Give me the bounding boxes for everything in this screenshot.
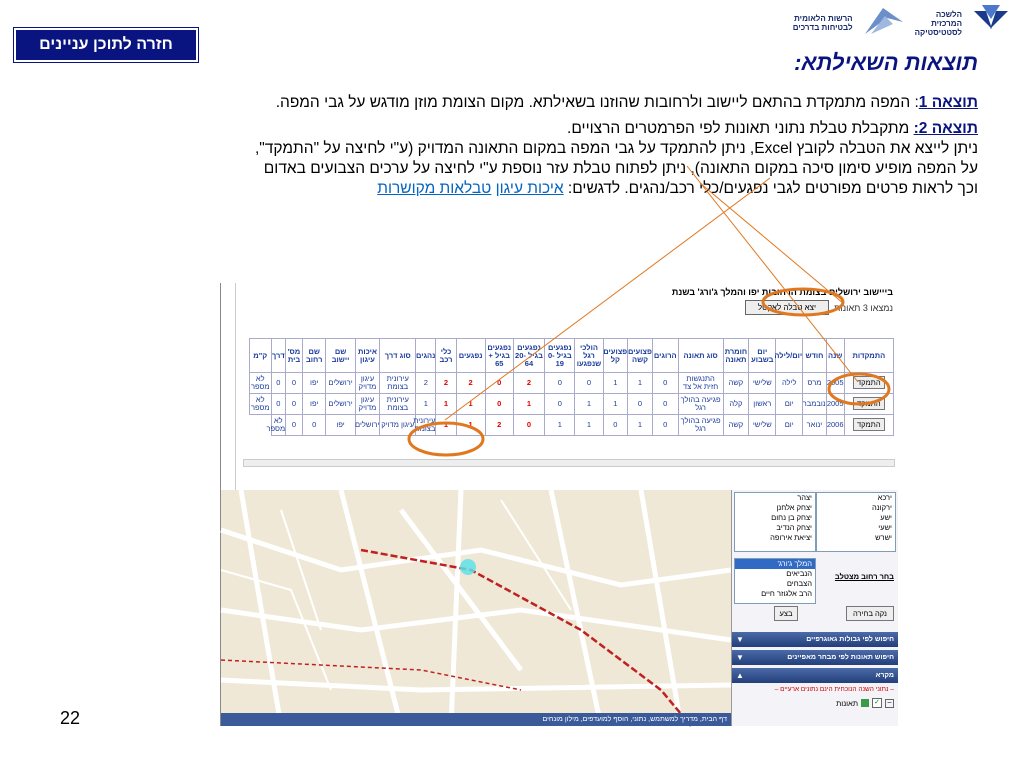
table-cell: ראשון	[749, 394, 776, 415]
legend-bar[interactable]	[732, 668, 898, 683]
column-header: איכות עיגון	[355, 339, 380, 373]
column-header: חומרת תאונה	[723, 339, 749, 373]
cbs-logo-icon	[972, 3, 1010, 44]
table-cell: 1	[603, 373, 628, 394]
list-item[interactable]: המלך ג'ורג'	[735, 559, 815, 569]
table-cell: קשה	[723, 415, 749, 436]
road-safety-logo-icon	[863, 4, 905, 43]
table-row	[250, 394, 894, 415]
table-cell[interactable]: 1	[436, 394, 456, 415]
table-cell: 0	[271, 394, 286, 415]
table-cell: 1	[416, 394, 436, 415]
column-header: הרוגים	[652, 339, 678, 373]
legend-note: – נתוני השנה הנוכחית הינם נתונים ארעיים –	[774, 686, 894, 693]
table-cell: התנגשות חזית אל צד	[678, 373, 723, 394]
column-header: הולכי רגל שנפגעו	[575, 339, 603, 373]
table-cell: ירושלים	[326, 373, 355, 394]
legend-item-label: תאונות	[836, 698, 858, 708]
column-header: נפגעים בגיל + 65	[485, 339, 513, 373]
column-header: נהגים	[416, 339, 436, 373]
road-safety-logo-text: הרשות הלאומית לבטיחות בדרכים	[792, 14, 853, 32]
column-header: דרך	[271, 339, 286, 373]
map-view[interactable]	[221, 490, 731, 726]
table-cell: 0	[603, 415, 628, 436]
page-title: תוצאות השאילתא:	[794, 50, 978, 75]
table-cell: פגיעה בהולך רגל	[678, 394, 723, 415]
checkbox-icon[interactable]: ✓	[872, 698, 882, 708]
table-cell: 0	[628, 394, 653, 415]
table-cell: 0	[545, 394, 575, 415]
linked-tables-link[interactable]: טבלאות מקושרות	[377, 180, 492, 197]
column-header: מס' בית	[286, 339, 303, 373]
geo-search-bar[interactable]	[732, 632, 898, 647]
table-cell: 2006	[826, 415, 844, 436]
go-button[interactable]: בצע	[774, 606, 798, 621]
column-header: נפגעים בגיל 0-19	[545, 339, 575, 373]
table-cell: 1	[575, 394, 603, 415]
column-header: סוג דרך	[380, 339, 416, 373]
table-cell: 0	[652, 415, 678, 436]
table-cell: 0	[575, 373, 603, 394]
list-item[interactable]: יציאת אירופה	[770, 533, 812, 542]
table-cell: לא מספר	[250, 394, 272, 415]
table-cell: 0	[302, 415, 326, 436]
table-cell: 0	[271, 373, 286, 394]
list-item[interactable]: הנביאים	[786, 569, 812, 578]
map-footer-links[interactable]: דף הבית, מדריך למשתמש, נתוני, הוסף למועדפים, מילון מונחים	[221, 713, 731, 726]
table-cell: קשה	[723, 373, 749, 394]
table-cell[interactable]: 2	[485, 415, 513, 436]
table-row	[250, 373, 894, 394]
focus-button[interactable]: התמקד	[853, 418, 885, 431]
list-item[interactable]: יצחק אלחנן	[776, 503, 812, 512]
column-header: שנה	[826, 339, 844, 373]
table-cell: מרס	[803, 373, 827, 394]
table-cell: יפו	[302, 373, 326, 394]
column-header: פצועים קל	[603, 339, 628, 373]
table-cell: יפו	[302, 394, 326, 415]
table-cell[interactable]: 1	[456, 415, 485, 436]
attribute-search-bar[interactable]	[732, 650, 898, 665]
collapse-icon[interactable]: –	[885, 699, 894, 708]
result2-line4-text: וכך לראות פרטים מפורטים לגבי נפגעים/כלי רכב/נהגים. לדגשים:	[563, 180, 978, 197]
table-cell[interactable]: 2	[456, 373, 485, 394]
focus-cell	[844, 415, 893, 436]
result1-label: תוצאה 1	[918, 94, 978, 111]
result2-label: תוצאה 2:	[913, 120, 978, 137]
accident-marker-icon	[861, 699, 869, 707]
column-header: יום בשבוע	[749, 339, 776, 373]
street-map	[221, 490, 731, 726]
table-cell: לא מספר	[271, 415, 286, 436]
focus-button[interactable]: התמקד	[853, 376, 885, 389]
table-cell[interactable]: 1	[456, 394, 485, 415]
list-item[interactable]: ישע	[880, 513, 892, 522]
table-cell: לא מספר	[250, 373, 272, 394]
cbs-logo-text: הלשכה המרכזית לסטטיסטיקה	[914, 9, 962, 37]
focus-cell	[844, 373, 893, 394]
column-header: שם יישוב	[326, 339, 355, 373]
table-cell[interactable]: 0	[485, 394, 513, 415]
list-item[interactable]: יצהר	[797, 493, 812, 502]
table-cell: נובמבר	[803, 394, 827, 415]
column-header: שם רחוב	[302, 339, 326, 373]
result2-line3: על המפה מופיע סימון סיכה במקום התאונה), ניתן לפתוח טבלת עזר נוספת ע"י לחיצה על ערכים הצבועים באדום	[263, 160, 978, 177]
table-cell: 0	[652, 373, 678, 394]
table-horizontal-scrollbar[interactable]	[243, 459, 895, 467]
results-title: בייישוב ירושלים בצומת הרחובות יפו והמלך ג'ורג' בשנת	[671, 287, 893, 297]
settlement-list[interactable]	[816, 492, 896, 552]
results-pane	[221, 283, 897, 490]
table-cell[interactable]: 0	[513, 415, 544, 436]
list-item[interactable]: הרב אלגוזר חיים	[761, 589, 812, 598]
geo-search-label: חיפוש לפי גבולות גאוגרפיים	[806, 636, 894, 643]
table-row	[250, 415, 894, 436]
table-cell[interactable]: 2	[436, 373, 456, 394]
table-cell: 2005	[826, 373, 844, 394]
column-header: חודש	[803, 339, 827, 373]
anchoring-quality-link[interactable]: איכות עיגון	[495, 180, 564, 197]
column-header: נפגעים בגיל 20-64	[513, 339, 544, 373]
table-cell: עירונית בצומת	[416, 415, 436, 436]
chevron-up-icon: ▲	[736, 671, 744, 680]
result1-paragraph	[48, 93, 978, 113]
table-cell: שלישי	[749, 415, 776, 436]
table-cell: 2	[416, 373, 436, 394]
table-cell: 1	[628, 415, 653, 436]
column-header: סוג תאונה	[678, 339, 723, 373]
chevron-down-icon: ▼	[736, 653, 744, 662]
page-number: 22	[60, 708, 81, 728]
legend-item-row	[836, 698, 894, 708]
table-cell: 0	[286, 373, 303, 394]
table-cell: לילה	[776, 373, 803, 394]
cross-street-label: בחר רחוב מצטלב	[834, 572, 894, 581]
table-cell: 1	[628, 373, 653, 394]
result2-text: מתקבלת טבלת נתוני תאונות לפי הפרמטרים הרצויים.	[567, 120, 914, 137]
result2-line2: ניתן לייצא את הטבלה לקובץ Excel, ניתן להתמקד על גבי המפה במקום התאונה המדויק (ע"י לחיצה על "התמקד",	[255, 140, 978, 157]
column-header: ק"מ	[250, 339, 272, 373]
back-to-contents-button[interactable]: חזרה לתוכן עניינים	[14, 28, 198, 62]
table-cell: 1	[603, 394, 628, 415]
table-cell: עירונית בצומת	[380, 394, 416, 415]
cross-street-list[interactable]	[734, 558, 816, 604]
column-header: יום/לילה	[776, 339, 803, 373]
column-header: התמקדות	[844, 339, 893, 373]
app-screenshot	[220, 283, 897, 726]
chevron-down-icon: ▼	[736, 635, 744, 644]
table-cell: 0	[652, 394, 678, 415]
list-item[interactable]: יצחק הנדיב	[776, 523, 812, 532]
table-cell: ינואר	[803, 415, 827, 436]
table-cell[interactable]: 2	[513, 373, 544, 394]
clear-selection-button[interactable]: נקה בחירה	[846, 606, 894, 621]
search-panel	[731, 490, 898, 726]
list-item[interactable]: יצחק בן נחום	[771, 513, 812, 522]
focus-button[interactable]: התמקד	[853, 397, 885, 410]
column-header: כלי רכב	[436, 339, 456, 373]
focus-cell	[844, 394, 893, 415]
logos	[793, 2, 1010, 44]
table-cell[interactable]: 1	[513, 394, 544, 415]
list-item[interactable]: הצבחים	[786, 579, 812, 588]
accidents-table	[249, 338, 894, 436]
table-cell: 0	[545, 373, 575, 394]
table-cell: עיגון מדויק	[380, 415, 416, 436]
table-cell: יום	[776, 394, 803, 415]
table-cell[interactable]: 0	[485, 373, 513, 394]
table-cell: 1	[545, 415, 575, 436]
export-excel-button[interactable]: יצא טבלה לאקסל	[745, 300, 829, 315]
table-cell[interactable]: 1	[436, 415, 456, 436]
list-item[interactable]: ישרש	[875, 533, 892, 542]
table-cell: 0	[286, 415, 303, 436]
table-cell: 1	[575, 415, 603, 436]
result1-text: : המפה מתמקדת בהתאם ליישוב ולרחובות שהוזנו בשאילתא. מקום הצומת מוזן מודגש על גבי המפה.	[275, 94, 919, 111]
table-cell: עיגון מדויק	[355, 373, 380, 394]
table-cell: 2005	[826, 394, 844, 415]
street-list[interactable]	[734, 492, 816, 552]
attribute-search-label: חיפוש תאונות לפי מבחר מאפיינים	[787, 654, 894, 661]
table-cell: שלישי	[749, 373, 776, 394]
column-header: פצועים קשה	[628, 339, 653, 373]
list-item[interactable]: ירכא	[877, 493, 892, 502]
column-header: נפגעים	[456, 339, 485, 373]
list-item[interactable]: ישעי	[878, 523, 892, 532]
table-cell: יום	[776, 415, 803, 436]
result2-line1	[48, 119, 978, 139]
table-cell: ירושלים	[326, 394, 355, 415]
table-cell: קלה	[723, 394, 749, 415]
result2-line4	[48, 179, 978, 199]
table-cell: עירונית בצומת	[380, 373, 416, 394]
list-item[interactable]: ירקונה	[872, 503, 892, 512]
table-cell: פגיעה בהולך רגל	[678, 415, 723, 436]
pane-divider	[235, 283, 236, 490]
slide-body	[48, 93, 978, 199]
table-cell: 0	[286, 394, 303, 415]
legend-label: מקרא	[875, 672, 894, 679]
table-cell: ירושלים	[355, 415, 380, 436]
results-count: נמצאו 3 תאונות	[834, 303, 893, 313]
table-cell: עיגון מדויק	[355, 394, 380, 415]
table-cell: יפו	[326, 415, 355, 436]
